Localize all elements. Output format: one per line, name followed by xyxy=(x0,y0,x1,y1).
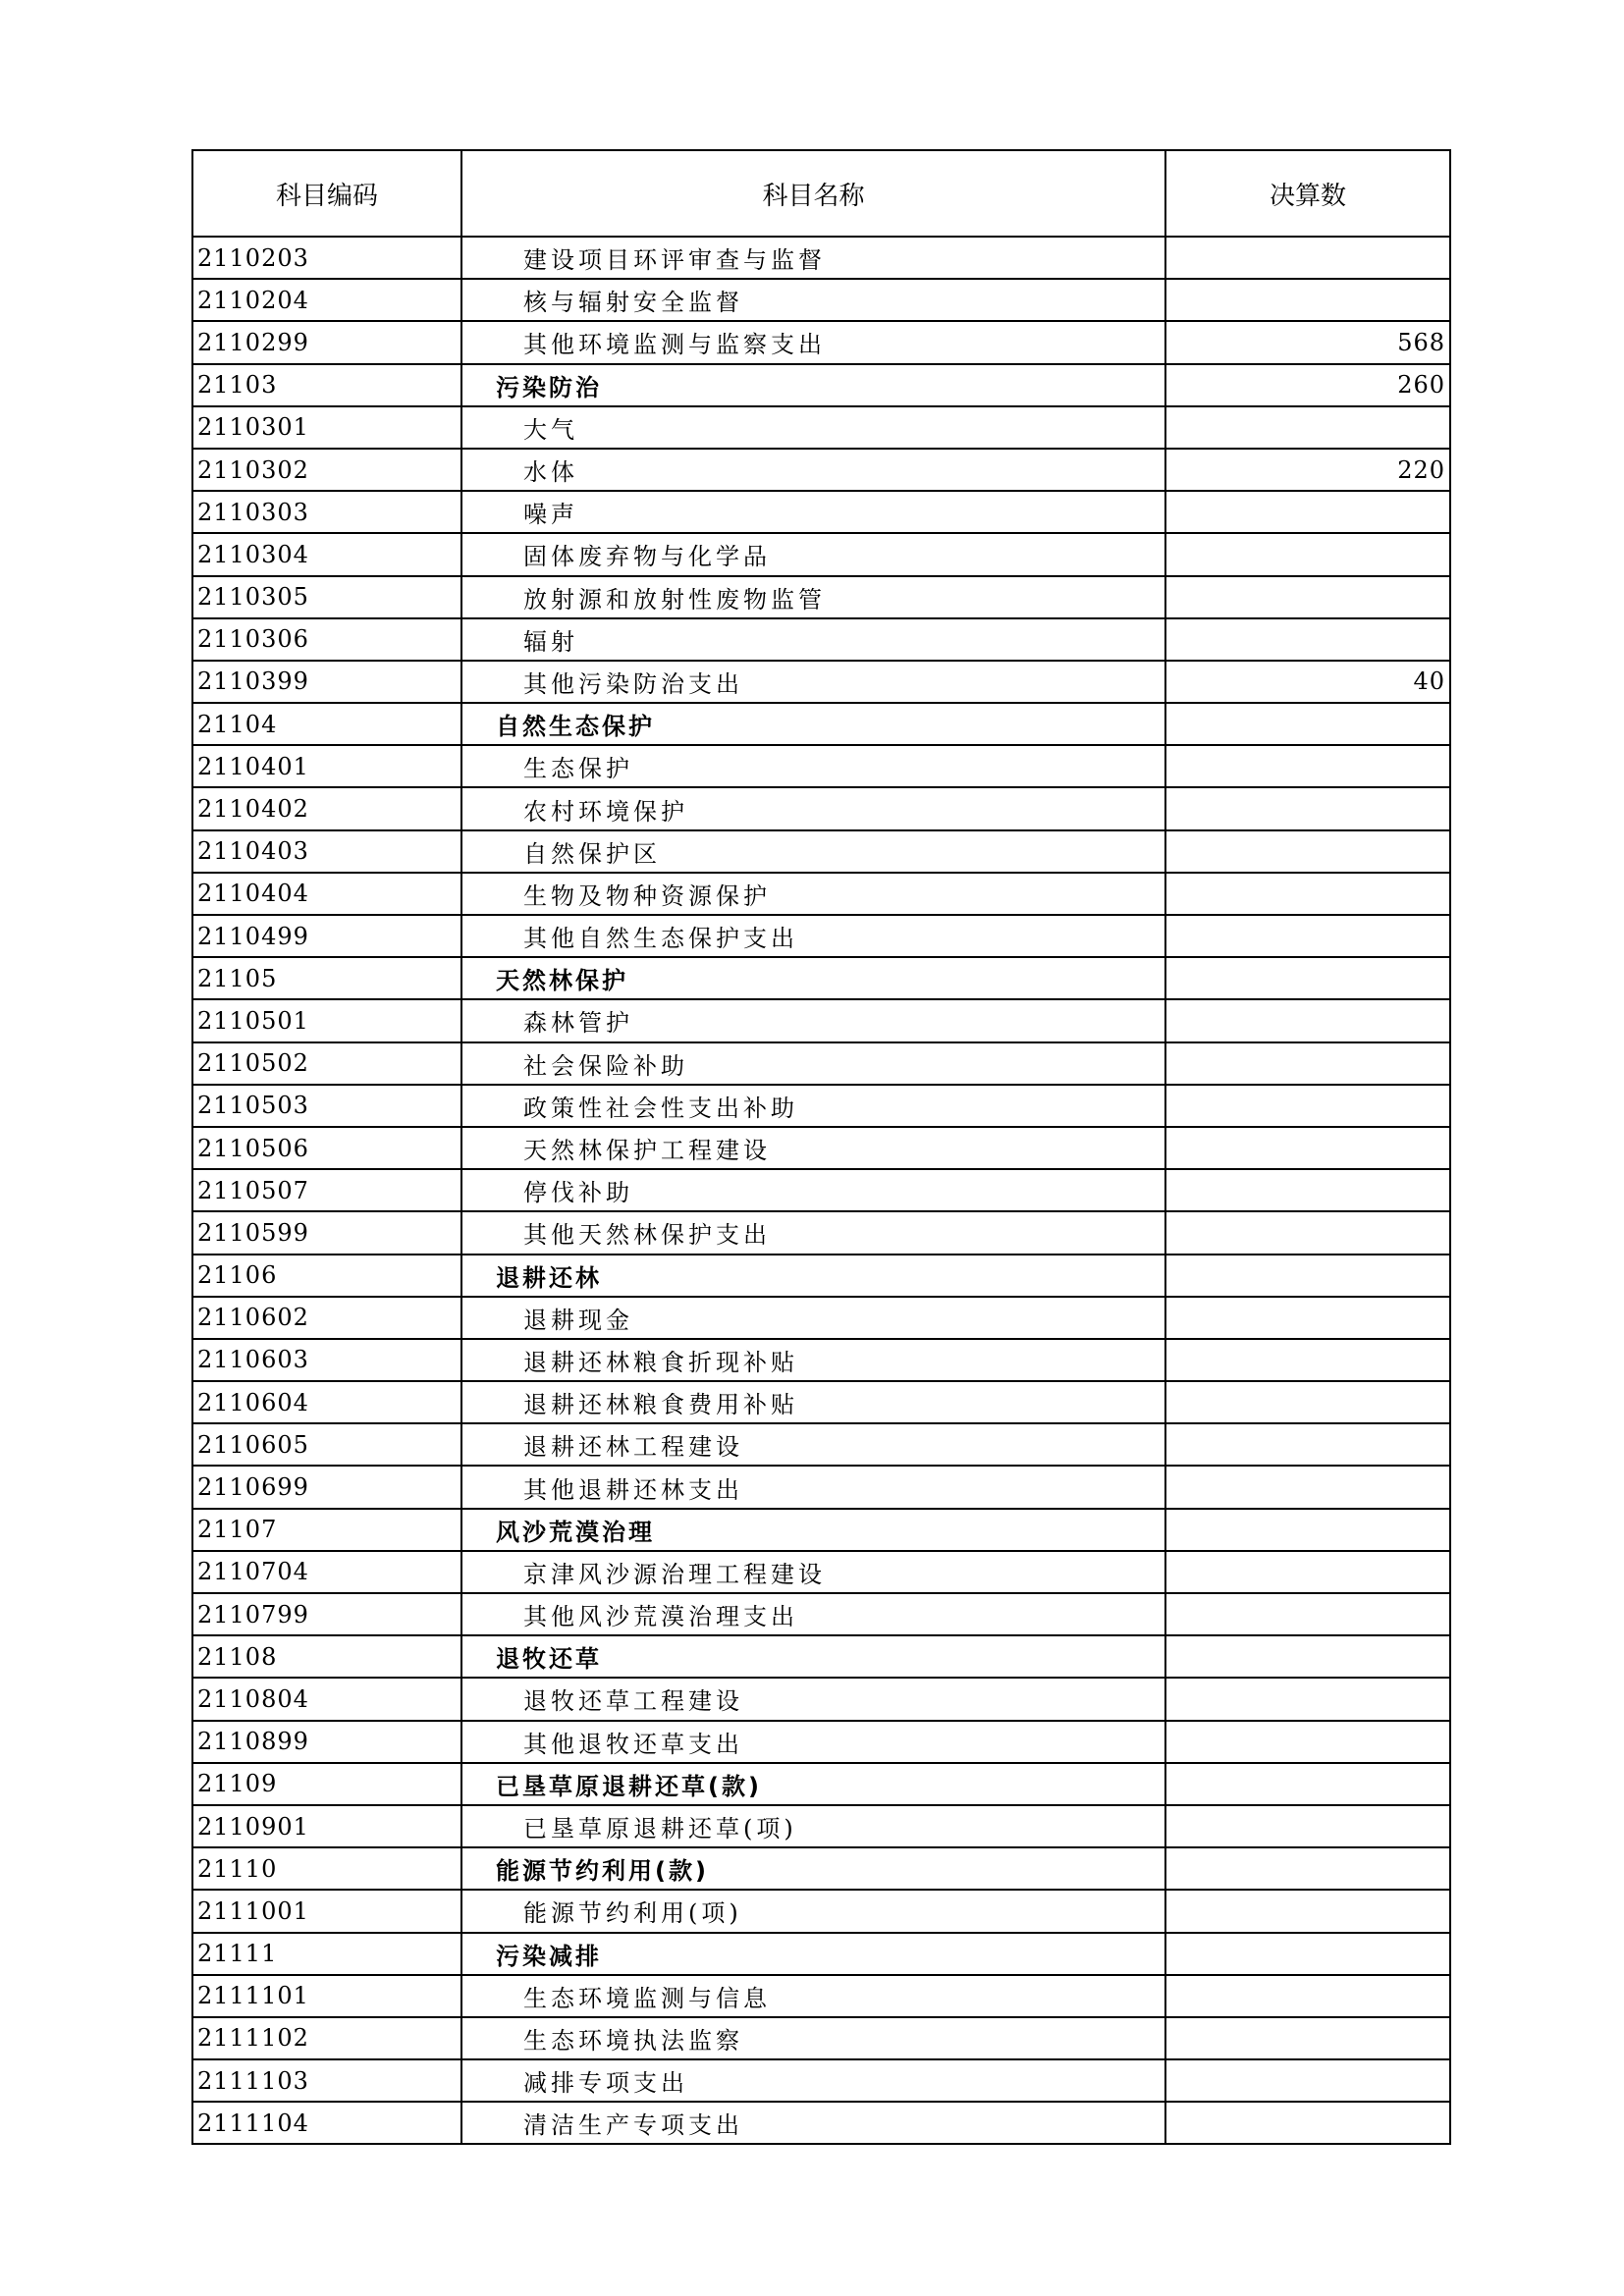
row-amount: 220 xyxy=(1165,449,1450,491)
row-code: 2110901 xyxy=(192,1805,461,1847)
row-code: 2110501 xyxy=(192,999,461,1041)
row-code: 2110704 xyxy=(192,1551,461,1593)
row-code: 2110602 xyxy=(192,1297,461,1339)
row-category-name: 能源节约利用(款) xyxy=(461,1847,1165,1890)
row-item-name: 能源节约利用(项) xyxy=(461,1890,1165,1932)
row-amount xyxy=(1165,1297,1450,1339)
table-row xyxy=(192,449,1450,491)
table-row xyxy=(192,1381,1450,1423)
row-item-name: 退耕还林粮食费用补贴 xyxy=(461,1381,1165,1423)
row-amount: 568 xyxy=(1165,321,1450,363)
row-item-name: 停伐补助 xyxy=(461,1169,1165,1211)
row-item-name: 社会保险补助 xyxy=(461,1042,1165,1085)
row-item-name: 自然保护区 xyxy=(461,830,1165,873)
budget-table xyxy=(191,149,1451,2145)
table-row xyxy=(192,364,1450,406)
table-row xyxy=(192,1423,1450,1466)
row-item-name: 其他自然生态保护支出 xyxy=(461,915,1165,957)
row-code: 2110304 xyxy=(192,533,461,575)
row-code: 2110804 xyxy=(192,1678,461,1720)
row-amount xyxy=(1165,2059,1450,2102)
row-code: 21104 xyxy=(192,703,461,745)
row-item-name: 其他天然林保护支出 xyxy=(461,1211,1165,1254)
row-item-name: 退耕现金 xyxy=(461,1297,1165,1339)
row-item-name: 已垦草原退耕还草(项) xyxy=(461,1805,1165,1847)
row-code: 2111101 xyxy=(192,1975,461,2017)
row-amount xyxy=(1165,787,1450,829)
row-amount xyxy=(1165,1678,1450,1720)
row-item-name: 辐射 xyxy=(461,618,1165,661)
table-row xyxy=(192,873,1450,915)
row-code: 2110305 xyxy=(192,576,461,618)
row-amount xyxy=(1165,1635,1450,1678)
row-item-name: 天然林保护工程建设 xyxy=(461,1127,1165,1169)
row-amount xyxy=(1165,957,1450,999)
row-code: 2110603 xyxy=(192,1339,461,1381)
row-amount xyxy=(1165,1042,1450,1085)
row-amount xyxy=(1165,1339,1450,1381)
row-amount xyxy=(1165,1933,1450,1975)
table-row xyxy=(192,533,1450,575)
row-amount xyxy=(1165,2017,1450,2059)
row-item-name: 退牧还草工程建设 xyxy=(461,1678,1165,1720)
row-amount xyxy=(1165,237,1450,279)
row-amount xyxy=(1165,745,1450,787)
table-row xyxy=(192,618,1450,661)
row-code: 2110399 xyxy=(192,661,461,703)
row-code: 2111104 xyxy=(192,2102,461,2144)
row-code: 2110403 xyxy=(192,830,461,873)
table-row xyxy=(192,1933,1450,1975)
table-row xyxy=(192,1211,1450,1254)
row-category-name: 天然林保护 xyxy=(461,957,1165,999)
row-item-name: 噪声 xyxy=(461,491,1165,533)
row-item-name: 放射源和放射性废物监管 xyxy=(461,576,1165,618)
row-item-name: 核与辐射安全监督 xyxy=(461,279,1165,321)
row-amount xyxy=(1165,873,1450,915)
table-row xyxy=(192,1890,1450,1932)
row-amount xyxy=(1165,1423,1450,1466)
row-code: 2110402 xyxy=(192,787,461,829)
row-code: 2110499 xyxy=(192,915,461,957)
table-row xyxy=(192,1551,1450,1593)
row-amount xyxy=(1165,703,1450,745)
table-row xyxy=(192,915,1450,957)
row-code: 2110306 xyxy=(192,618,461,661)
row-amount: 260 xyxy=(1165,364,1450,406)
table-row xyxy=(192,1805,1450,1847)
row-amount xyxy=(1165,406,1450,449)
row-code: 2110899 xyxy=(192,1721,461,1763)
row-code: 2110503 xyxy=(192,1085,461,1127)
row-item-name: 建设项目环评审查与监督 xyxy=(461,237,1165,279)
row-category-name: 已垦草原退耕还草(款) xyxy=(461,1763,1165,1805)
row-amount xyxy=(1165,999,1450,1041)
header-code: 科目编码 xyxy=(192,150,461,237)
row-category-name: 风沙荒漠治理 xyxy=(461,1509,1165,1551)
table-row xyxy=(192,2059,1450,2102)
row-code: 21109 xyxy=(192,1763,461,1805)
row-amount xyxy=(1165,1975,1450,2017)
row-code: 2110604 xyxy=(192,1381,461,1423)
row-amount xyxy=(1165,1509,1450,1551)
row-code: 2110699 xyxy=(192,1466,461,1508)
table-row xyxy=(192,491,1450,533)
row-amount xyxy=(1165,1127,1450,1169)
row-amount xyxy=(1165,1593,1450,1635)
row-amount xyxy=(1165,1763,1450,1805)
table-row xyxy=(192,999,1450,1041)
row-code: 2110204 xyxy=(192,279,461,321)
table-row xyxy=(192,1847,1450,1890)
row-item-name: 京津风沙源治理工程建设 xyxy=(461,1551,1165,1593)
table-row xyxy=(192,321,1450,363)
row-item-name: 其他退牧还草支出 xyxy=(461,1721,1165,1763)
row-item-name: 固体废弃物与化学品 xyxy=(461,533,1165,575)
table-row xyxy=(192,576,1450,618)
table-row xyxy=(192,1593,1450,1635)
table-row xyxy=(192,1085,1450,1127)
row-code: 2110301 xyxy=(192,406,461,449)
row-code: 2110507 xyxy=(192,1169,461,1211)
table-row xyxy=(192,1975,1450,2017)
row-code: 2111001 xyxy=(192,1890,461,1932)
row-code: 21105 xyxy=(192,957,461,999)
row-code: 2110404 xyxy=(192,873,461,915)
row-item-name: 生态环境执法监察 xyxy=(461,2017,1165,2059)
row-code: 2110303 xyxy=(192,491,461,533)
row-amount xyxy=(1165,1255,1450,1297)
row-code: 2110799 xyxy=(192,1593,461,1635)
table-row xyxy=(192,830,1450,873)
row-item-name: 其他污染防治支出 xyxy=(461,661,1165,703)
row-amount xyxy=(1165,1381,1450,1423)
row-code: 2110502 xyxy=(192,1042,461,1085)
row-item-name: 森林管护 xyxy=(461,999,1165,1041)
table-row xyxy=(192,745,1450,787)
row-amount xyxy=(1165,1805,1450,1847)
table-row xyxy=(192,1339,1450,1381)
row-item-name: 生态环境监测与信息 xyxy=(461,1975,1165,2017)
table-row xyxy=(192,237,1450,279)
row-item-name: 政策性社会性支出补助 xyxy=(461,1085,1165,1127)
row-amount xyxy=(1165,618,1450,661)
row-code: 2110203 xyxy=(192,237,461,279)
row-amount xyxy=(1165,1169,1450,1211)
row-code: 21107 xyxy=(192,1509,461,1551)
row-category-name: 退牧还草 xyxy=(461,1635,1165,1678)
row-amount xyxy=(1165,1721,1450,1763)
table-row xyxy=(192,1678,1450,1720)
row-code: 2110599 xyxy=(192,1211,461,1254)
table-row xyxy=(192,1466,1450,1508)
table-row xyxy=(192,2102,1450,2144)
row-code: 21106 xyxy=(192,1255,461,1297)
table-row xyxy=(192,2017,1450,2059)
table-row xyxy=(192,787,1450,829)
table-row xyxy=(192,1127,1450,1169)
table-row xyxy=(192,1297,1450,1339)
row-item-name: 退耕还林粮食折现补贴 xyxy=(461,1339,1165,1381)
row-category-name: 退耕还林 xyxy=(461,1255,1165,1297)
row-code: 2110302 xyxy=(192,449,461,491)
row-item-name: 生态保护 xyxy=(461,745,1165,787)
row-code: 21108 xyxy=(192,1635,461,1678)
table-row xyxy=(192,661,1450,703)
table-row xyxy=(192,1042,1450,1085)
row-item-name: 其他风沙荒漠治理支出 xyxy=(461,1593,1165,1635)
row-code: 2110605 xyxy=(192,1423,461,1466)
row-amount xyxy=(1165,576,1450,618)
row-code: 2110401 xyxy=(192,745,461,787)
header-row xyxy=(192,150,1450,237)
table-row xyxy=(192,406,1450,449)
row-category-name: 自然生态保护 xyxy=(461,703,1165,745)
row-code: 2111102 xyxy=(192,2017,461,2059)
row-item-name: 其他环境监测与监察支出 xyxy=(461,321,1165,363)
row-amount xyxy=(1165,2102,1450,2144)
row-amount xyxy=(1165,1466,1450,1508)
row-amount xyxy=(1165,1551,1450,1593)
row-item-name: 大气 xyxy=(461,406,1165,449)
row-amount xyxy=(1165,1085,1450,1127)
row-item-name: 退耕还林工程建设 xyxy=(461,1423,1165,1466)
row-amount: 40 xyxy=(1165,661,1450,703)
row-code: 2111103 xyxy=(192,2059,461,2102)
table-row xyxy=(192,703,1450,745)
table-row xyxy=(192,1763,1450,1805)
row-code: 2110506 xyxy=(192,1127,461,1169)
row-category-name: 污染防治 xyxy=(461,364,1165,406)
row-code: 2110299 xyxy=(192,321,461,363)
row-amount xyxy=(1165,279,1450,321)
row-amount xyxy=(1165,1847,1450,1890)
row-item-name: 减排专项支出 xyxy=(461,2059,1165,2102)
row-code: 21103 xyxy=(192,364,461,406)
table-row xyxy=(192,279,1450,321)
row-item-name: 清洁生产专项支出 xyxy=(461,2102,1165,2144)
row-item-name: 其他退耕还林支出 xyxy=(461,1466,1165,1508)
header-name: 科目名称 xyxy=(461,150,1165,237)
row-code: 21110 xyxy=(192,1847,461,1890)
row-amount xyxy=(1165,533,1450,575)
table-row xyxy=(192,1635,1450,1678)
row-amount xyxy=(1165,1890,1450,1932)
row-amount xyxy=(1165,491,1450,533)
row-item-name: 生物及物种资源保护 xyxy=(461,873,1165,915)
row-amount xyxy=(1165,830,1450,873)
table-row xyxy=(192,1721,1450,1763)
row-item-name: 农村环境保护 xyxy=(461,787,1165,829)
row-amount xyxy=(1165,915,1450,957)
table-row xyxy=(192,1169,1450,1211)
table-row xyxy=(192,1509,1450,1551)
row-code: 21111 xyxy=(192,1933,461,1975)
row-amount xyxy=(1165,1211,1450,1254)
table-body xyxy=(192,237,1450,2144)
row-item-name: 水体 xyxy=(461,449,1165,491)
row-category-name: 污染减排 xyxy=(461,1933,1165,1975)
table-header xyxy=(192,150,1450,237)
header-amount: 决算数 xyxy=(1165,150,1450,237)
table-row xyxy=(192,1255,1450,1297)
table-row xyxy=(192,957,1450,999)
